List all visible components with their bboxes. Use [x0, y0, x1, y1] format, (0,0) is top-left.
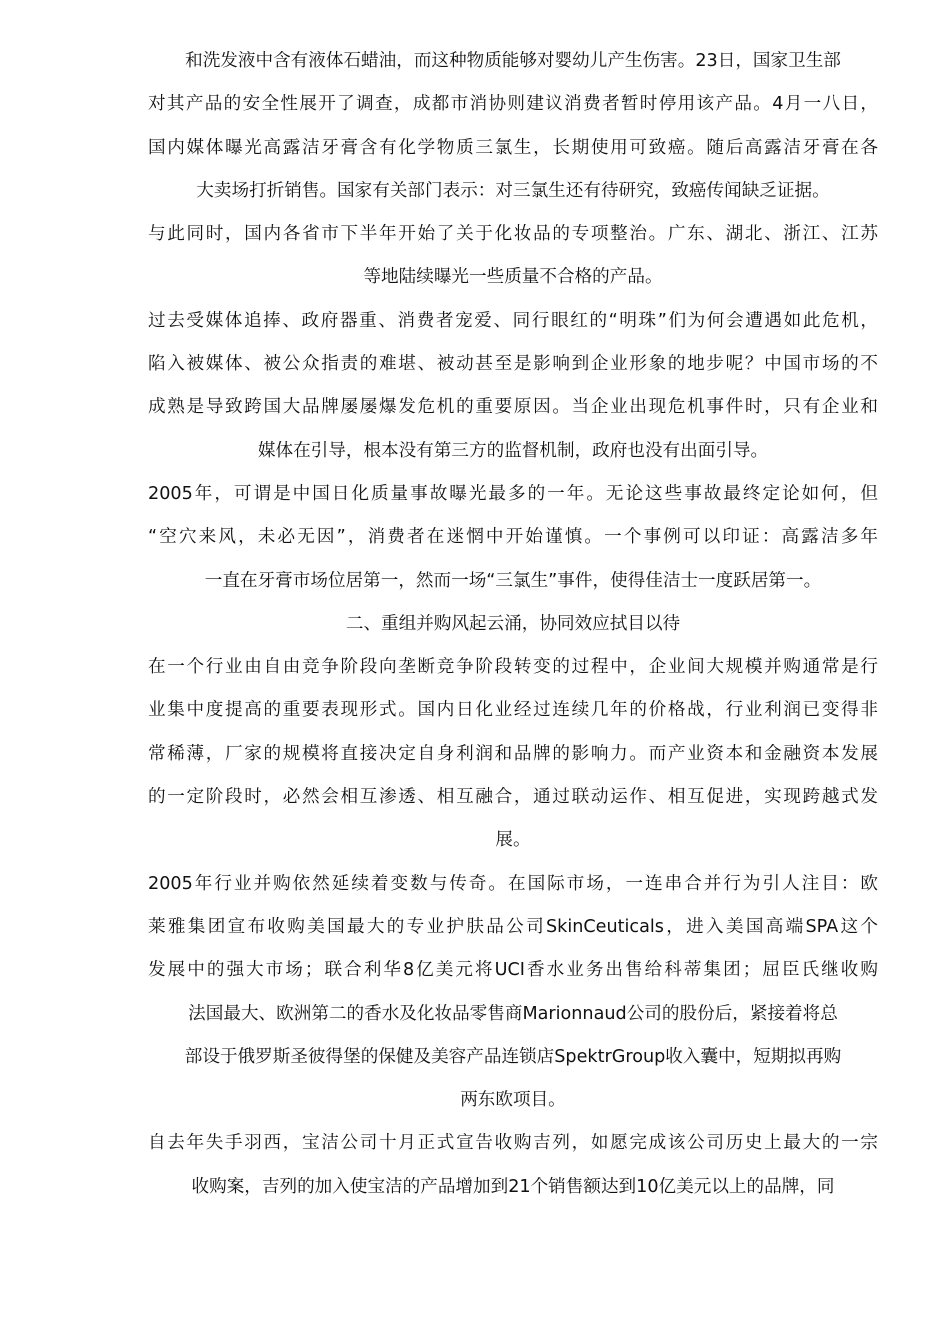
section-heading-text: 二、重组并购风起云涌，协同效应拭目以待 — [345, 613, 681, 634]
text-line: 与此同时，国内各省市下半年开始了关于化妆品的专项整治。广东、湖北、浙江、江苏 — [148, 224, 878, 245]
text-line: 国内媒体曝光高露洁牙膏含有化学物质三氯生，长期使用可致癌。随后高露洁牙膏在各 — [148, 137, 878, 158]
text-line: 法国最大、欧洲第二的香水及化妆品零售商Marionnaud公司的股份后，紧接着将总 — [188, 1003, 838, 1024]
text-line: 发展中的强大市场；联合利华8亿美元将UCI香水业务出售给科蒂集团；屈臣氏继收购 — [148, 960, 878, 981]
paragraph-2005-quality-incidents — [148, 473, 878, 603]
paragraph-product-safety-incidents — [148, 40, 878, 213]
text-line: 部设于俄罗斯圣彼得堡的保健及美容产品连锁店SpektrGroup收入囊中，短期拟再购 — [184, 1046, 842, 1067]
paragraph-industry-consolidation — [148, 646, 878, 862]
text-line: 过去受媒体追捧、政府器重、消费者宠爱、同行眼红的“明珠”们为何会遭遇如此危机， — [148, 310, 878, 331]
text-line: 成熟是导致跨国大品牌屡屡爆发危机的重要原因。当企业出现危机事件时，只有企业和 — [148, 397, 878, 418]
text-line: 陷入被媒体、被公众指责的难堪、被动甚至是影响到企业形象的地步呢？中国市场的不 — [148, 354, 878, 375]
text-line: “空穴来风，未必无因”，消费者在迷惘中开始谨慎。一个事例可以印证：高露洁多年 — [148, 527, 878, 548]
text-line: 媒体在引导，根本没有第三方的监督机制，政府也没有出面引导。 — [257, 440, 769, 461]
text-line: 两东欧项目。 — [460, 1090, 566, 1111]
paragraph-cosmetics-rectification — [148, 213, 878, 300]
text-line: 一直在牙膏市场位居第一，然而一场“三氯生”事件，使得佳洁士一度跃居第一。 — [204, 570, 822, 591]
document-page — [148, 40, 878, 1209]
text-line: 展。 — [495, 830, 531, 851]
text-line: 2005年，可谓是中国日化质量事故曝光最多的一年。无论这些事故最终定论如何，但 — [148, 483, 878, 504]
text-line: 常稀薄，厂家的规模将直接决定自身利润和品牌的影响力。而产业资本和金融资本发展 — [148, 743, 878, 764]
text-line: 2005年行业并购依然延续着变数与传奇。在国际市场，一连串合并行为引人注目：欧 — [148, 873, 878, 894]
text-line: 对其产品的安全性展开了调查，成都市消协则建议消费者暂时停用该产品。4月一八日， — [148, 94, 878, 115]
text-line: 等地陆续曝光一些质量不合格的产品。 — [363, 267, 663, 288]
text-line: 莱雅集团宣布收购美国最大的专业护肤品公司SkinCeuticals，进入美国高端SPA这个 — [148, 916, 878, 937]
text-line: 和洗发液中含有液体石蜡油，而这种物质能够对婴幼儿产生伤害。23日，国家卫生部 — [185, 51, 841, 71]
text-line: 大卖场打折销售。国家有关部门表示：对三氯生还有待研究，致癌传闻缺乏证据。 — [196, 180, 830, 201]
paragraph-pg-gillette — [148, 1122, 878, 1209]
text-line: 的一定阶段时，必然会相互渗透、相互融合，通过联动运作、相互促进，实现跨越式发 — [148, 787, 878, 808]
text-line: 在一个行业由自由竞争阶段向垄断竞争阶段转变的过程中，企业间大规模并购通常是行 — [148, 657, 878, 678]
text-line: 收购案，吉列的加入使宝洁的产品增加到21个销售额达到10亿美元以上的品牌，同 — [191, 1176, 835, 1197]
paragraph-crisis-causes — [148, 300, 878, 473]
paragraph-international-mergers — [148, 863, 878, 1123]
section-heading — [148, 603, 878, 646]
text-line: 业集中度提高的重要表现形式。国内日化业经过连续几年的价格战，行业利润已变得非 — [148, 700, 878, 721]
text-line: 自去年失手羽西，宝洁公司十月正式宣告收购吉列，如愿完成该公司历史上最大的一宗 — [148, 1133, 878, 1154]
